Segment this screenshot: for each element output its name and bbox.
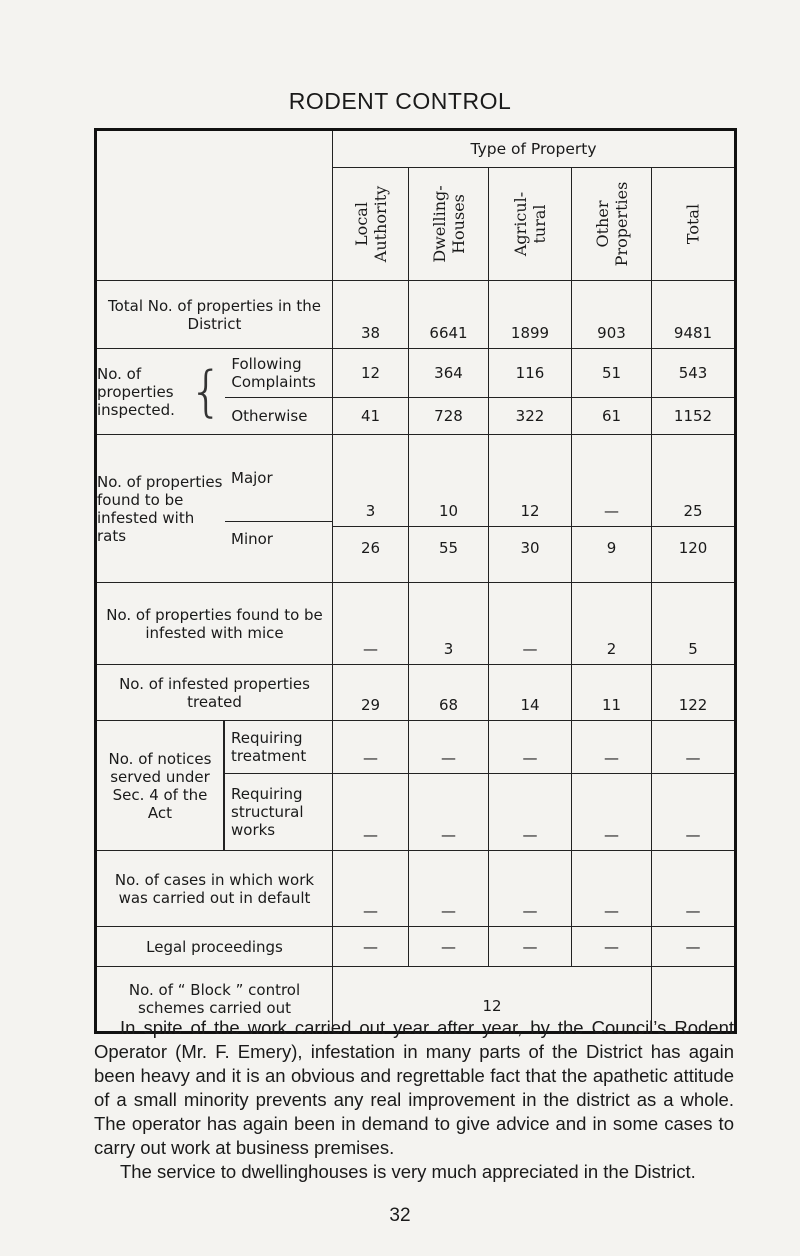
table-cell: 9 xyxy=(572,527,652,583)
rodent-control-table xyxy=(94,128,737,1034)
page-title: RODENT CONTROL xyxy=(288,88,512,114)
table-cell: — xyxy=(489,583,572,665)
table-cell: 2 xyxy=(572,583,652,665)
table-row xyxy=(96,583,736,665)
paragraph: The service to dwellinghouses is very much appreciated in the District. xyxy=(120,1161,696,1182)
table-row xyxy=(96,281,736,349)
body-text xyxy=(94,1016,734,1184)
sub-label-otherwise: Otherwise xyxy=(231,407,308,425)
table-cell: — xyxy=(572,721,652,774)
table-cell: — xyxy=(333,721,409,774)
table-cell: — xyxy=(652,851,736,927)
table-cell: 30 xyxy=(489,527,572,583)
table-cell: 12 xyxy=(333,967,652,1033)
table-cell: 3 xyxy=(409,583,489,665)
row-label-treated: No. of infested properties treated xyxy=(96,665,333,721)
table-cell: 903 xyxy=(572,281,652,349)
table-row xyxy=(96,927,736,967)
table-cell: 51 xyxy=(572,349,652,398)
table-cell: 9481 xyxy=(652,281,736,349)
type-of-property-header: Type of Property xyxy=(333,130,736,168)
table-cell: — xyxy=(489,851,572,927)
table-cell: 728 xyxy=(409,398,489,435)
header-corner xyxy=(96,130,333,281)
table-cell: — xyxy=(489,773,572,850)
table-cell: — xyxy=(572,851,652,927)
brace-icon: { xyxy=(189,359,224,423)
sub-label-requiring-treatment: Requiring treatment xyxy=(224,721,332,774)
sub-label-following-complaints: Following Complaints xyxy=(225,349,332,398)
table-cell: — xyxy=(652,927,736,967)
col-header-total: Total xyxy=(652,168,736,281)
table-row xyxy=(96,349,736,398)
row-label-work-in-default: No. of cases in which work was carried out in default xyxy=(96,851,333,927)
table-cell: 120 xyxy=(652,527,736,583)
infested-rats-label: No. of properties found to be infested with rats xyxy=(97,472,223,545)
page-number: 32 xyxy=(389,1205,411,1226)
table-cell: 116 xyxy=(489,349,572,398)
table-cell: — xyxy=(333,773,409,850)
table-cell: 1899 xyxy=(489,281,572,349)
table-cell: — xyxy=(409,721,489,774)
table-cell: — xyxy=(333,583,409,665)
sub-label-requiring-structural-works: Requiring structural works xyxy=(231,785,304,839)
table-cell: 25 xyxy=(652,435,736,527)
table-cell: — xyxy=(652,721,736,774)
table-cell: 41 xyxy=(333,398,409,435)
table-cell: 322 xyxy=(489,398,572,435)
sub-label-minor: Minor xyxy=(231,530,273,548)
table-cell: 122 xyxy=(652,665,736,721)
table-cell: 3 xyxy=(333,435,409,527)
col-header-local-authority: Local Authority xyxy=(333,168,409,281)
table-cell: — xyxy=(333,927,409,967)
row-label-infested-rats xyxy=(96,435,333,583)
col-header-dwelling-houses: Dwelling- Houses xyxy=(409,168,489,281)
table-row xyxy=(96,851,736,927)
table-cell: — xyxy=(409,773,489,850)
col-header-other-properties: Other Properties xyxy=(572,168,652,281)
table-cell: 12 xyxy=(333,349,409,398)
table-row xyxy=(96,435,736,527)
row-label-legal-proceedings: Legal proceedings xyxy=(96,927,333,967)
table-cell: 12 xyxy=(489,435,572,527)
row-label-notices xyxy=(96,721,333,851)
table-cell: — xyxy=(409,851,489,927)
table-cell: 543 xyxy=(652,349,736,398)
table-cell: — xyxy=(489,927,572,967)
row-label-total-properties: Total No. of properties in the District xyxy=(96,281,333,349)
table-cell: 55 xyxy=(409,527,489,583)
table-cell: — xyxy=(489,721,572,774)
table-cell: 61 xyxy=(572,398,652,435)
table-cell: 14 xyxy=(489,665,572,721)
table-cell: 38 xyxy=(333,281,409,349)
table-cell: — xyxy=(572,927,652,967)
table-cell: 29 xyxy=(333,665,409,721)
table-cell: 26 xyxy=(333,527,409,583)
row-label-infested-mice: No. of properties found to be infested with mice xyxy=(96,583,333,665)
table-cell: 10 xyxy=(409,435,489,527)
row-label-block-control: No. of “ Block ” control schemes carried out xyxy=(96,967,333,1033)
table-cell: 6641 xyxy=(409,281,489,349)
table-row xyxy=(96,721,736,774)
inspected-label: No. of properties inspected. xyxy=(97,364,175,419)
table-cell: — xyxy=(333,851,409,927)
table-cell: 68 xyxy=(409,665,489,721)
notices-label: No. of notices served under Sec. 4 of the Act xyxy=(97,721,224,850)
table-cell: 5 xyxy=(652,583,736,665)
paragraph: In spite of the work carried out year after year, by the Council’s Rodent Operator (Mr. F. Emery), infestation in many parts of the District has again been heavy and it is an obvious and regrettable fact that the apathetic attitude of a small minority prevents any real improvement in the district as a whole. The operator has again been in demand to give advice and in some cases to carry out work at business premises. xyxy=(94,1017,734,1158)
table-cell: — xyxy=(572,773,652,850)
table-cell: 11 xyxy=(572,665,652,721)
table-cell: 364 xyxy=(409,349,489,398)
sub-label-major: Major xyxy=(225,435,332,522)
table-row xyxy=(96,665,736,721)
row-label-inspected xyxy=(96,349,333,435)
col-header-agricultural: Agricul- tural xyxy=(489,168,572,281)
table-cell: — xyxy=(409,927,489,967)
table-cell: 1152 xyxy=(652,398,736,435)
table-cell: — xyxy=(572,435,652,527)
table-cell: — xyxy=(652,773,736,850)
